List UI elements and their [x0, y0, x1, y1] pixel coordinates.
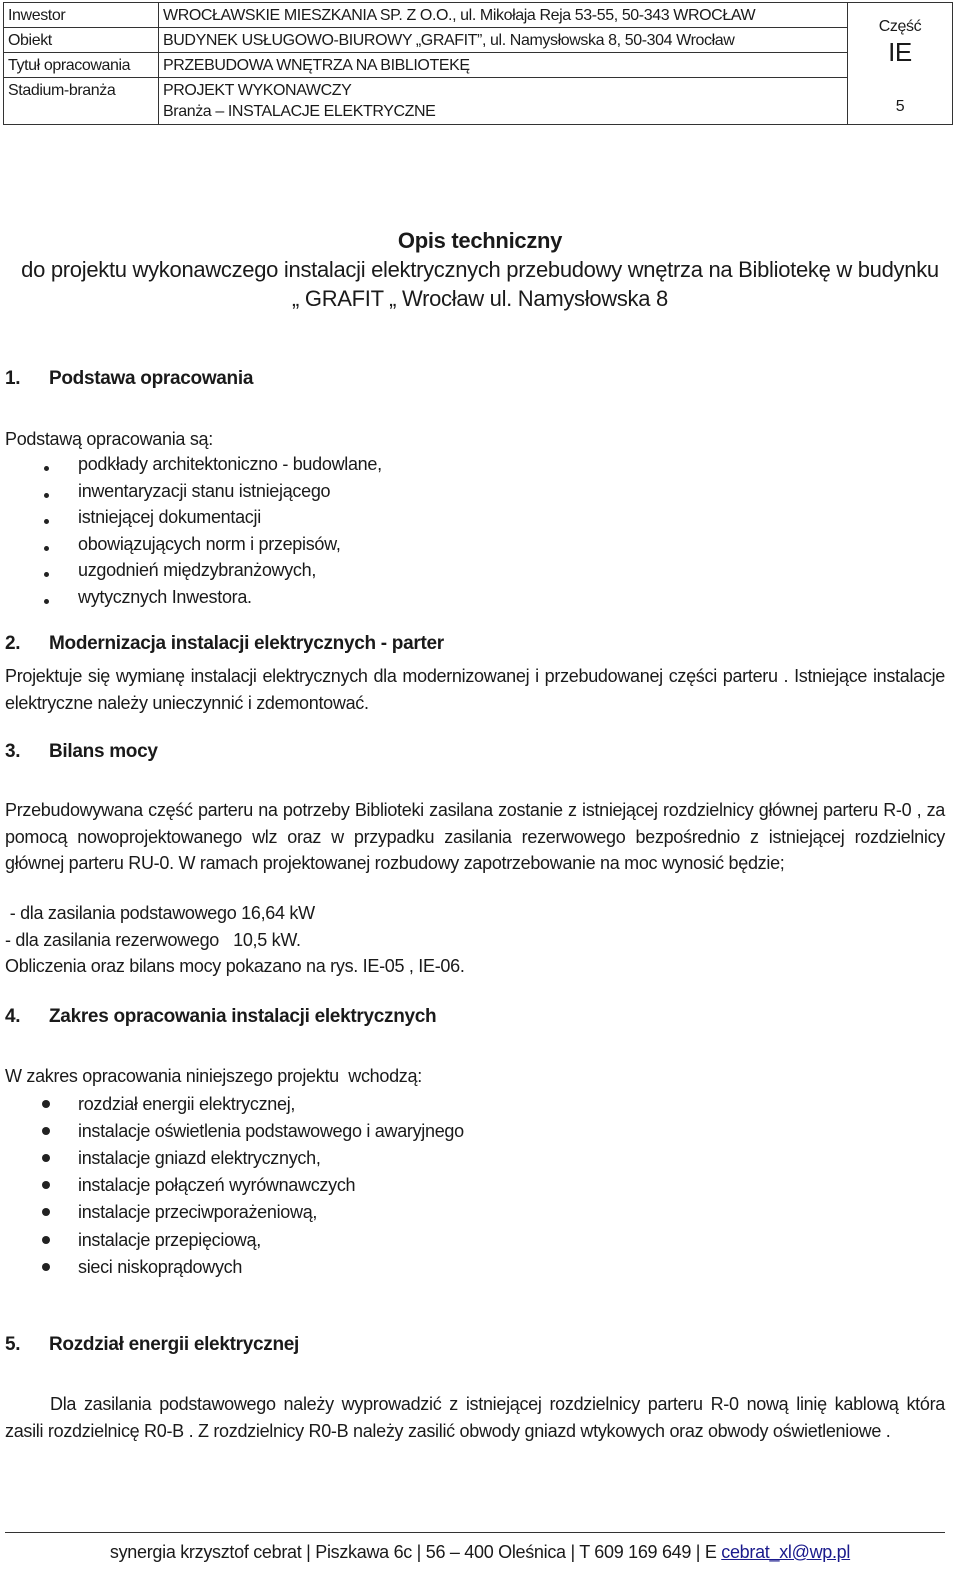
section-3-title: Bilans mocy — [49, 741, 158, 762]
header-value-stage — [159, 78, 848, 125]
bullet-icon — [44, 546, 49, 551]
bullet-icon — [44, 599, 49, 604]
bullet-icon — [42, 1236, 50, 1244]
section-4-heading — [5, 1006, 436, 1028]
part-code: IE — [888, 36, 912, 67]
bullet-icon — [42, 1100, 50, 1108]
bullet-icon — [44, 572, 49, 577]
section-1-title: Podstawa opracowania — [49, 368, 254, 389]
header-table — [3, 2, 953, 125]
bullet-icon — [42, 1127, 50, 1135]
bullet-icon — [42, 1181, 50, 1189]
section-5-heading — [5, 1334, 299, 1356]
section-3-text: Przebudowywana część parteru na potrzeby Biblioteki zasilana zostanie z istniejącej rozdzielnicy głównej parteru R-0 , za pomocą nowoprojektowanego wlz oraz w przypadku zasilania rezerwowego bezpośrednio z istniejącej rozdzielnicy głównej parteru RU-0. W ramach projektowanej rozbudowy zapotrzebowanie na moc wynosić będzie; — [5, 800, 945, 873]
section-3-line-backup: - dla zasilania rezerwowego 10,5 kW. — [5, 930, 301, 950]
footer-text: synergia krzysztof cebrat | Piszkawa 6c | 56 – 400 Oleśnica | T 609 169 649 | E — [109, 1542, 722, 1562]
section-1-intro: Podstawą opracowania są: — [5, 429, 213, 449]
section-2-number: 2. — [5, 633, 21, 654]
list-item: instalacje połączeń wyrównawczych — [78, 1175, 356, 1195]
section-2-heading — [5, 633, 444, 655]
list-item: wytycznych Inwestora. — [78, 587, 252, 607]
list-item: rozdział energii elektrycznej, — [78, 1094, 296, 1114]
header-value-stage-line1: PROJEKT WYKONAWCZY — [163, 82, 352, 99]
section-4-title: Zakres opracowania instalacji elektrycznych — [49, 1006, 437, 1027]
section-3-number: 3. — [5, 741, 21, 762]
bullet-icon — [42, 1263, 50, 1271]
part-number: 5 — [895, 97, 905, 115]
header-label-stage: Stadium-branża — [4, 78, 159, 125]
header-label-object: Obiekt — [4, 28, 159, 53]
section-5-text: Dla zasilania podstawowego należy wyprowadzić z istniejącej rozdzielnicy parteru R-0 nową linię kablową która zasili rozdzielnicę R0-B . Z rozdzielnicy R0-B należy zasilić obwody gniazd wtykowych oraz obwody oświetleniowe . — [5, 1394, 945, 1441]
header-value-object: BUDYNEK USŁUGOWO-BIUROWY „GRAFIT”, ul. Namysłowska 8, 50-304 Wrocław — [159, 28, 848, 53]
section-4-intro: W zakres opracowania niniejszego projektu wchodzą: — [5, 1066, 422, 1086]
footer-divider — [5, 1532, 945, 1533]
list-item: sieci niskoprądowych — [78, 1257, 243, 1277]
section-1-number: 1. — [5, 368, 21, 389]
header-value-title: PRZEBUDOWA WNĘTRZA NA BIBLIOTEKĘ — [159, 53, 848, 78]
footer-email-link[interactable]: cebrat_xl@wp.pl — [721, 1542, 851, 1562]
section-2-text: Projektuje się wymianę instalacji elektrycznych dla modernizowanej i przebudowanej części parteru . Istniejące instalacje elektryczne należy unieczynnić i zdemontować. — [5, 666, 945, 713]
bullet-icon — [44, 519, 49, 524]
bullet-icon — [44, 466, 49, 471]
list-item: instalacje przeciwporażeniową, — [78, 1202, 318, 1222]
list-item: instalacje przepięciową, — [78, 1230, 261, 1250]
section-3-line-primary: - dla zasilania podstawowego 16,64 kW — [5, 903, 315, 923]
header-value-stage-line2: Branża – INSTALACJE ELEKTRYCZNE — [163, 103, 436, 120]
bullet-icon — [42, 1154, 50, 1162]
section-3-heading — [5, 741, 158, 763]
list-item: instalacje oświetlenia podstawowego i awaryjnego — [78, 1121, 464, 1141]
section-3-line-calc: Obliczenia oraz bilans mocy pokazano na rys. IE-05 , IE-06. — [5, 956, 465, 976]
list-item: podkłady architektoniczno - budowlane, — [78, 454, 382, 474]
doc-title: Opis techniczny — [397, 228, 563, 253]
bullet-icon — [42, 1208, 50, 1216]
list-item: uzgodnień międzybranżowych, — [78, 560, 317, 580]
part-cell — [848, 3, 953, 125]
list-item: inwentaryzacji stanu istniejącego — [78, 481, 331, 501]
list-item: istniejącej dokumentacji — [78, 507, 261, 527]
header-label-investor: Inwestor — [4, 3, 159, 28]
list-item: obowiązujących norm i przepisów, — [78, 534, 341, 554]
section-4-number: 4. — [5, 1006, 21, 1027]
doc-subtitle: do projektu wykonawczego instalacji elektrycznych przebudowy wnętrza na Bibliotekę w budynku — [21, 257, 939, 282]
doc-subtitle-location: „ GRAFIT „ Wrocław ul. Namysłowska 8 — [292, 286, 668, 311]
footer — [0, 1542, 960, 1563]
header-value-investor: WROCŁAWSKIE MIESZKANIA SP. Z O.O., ul. Mikołaja Reja 53-55, 50-343 WROCŁAW — [159, 3, 848, 28]
section-5-title: Rozdział energii elektrycznej — [49, 1334, 299, 1355]
section-2-title: Modernizacja instalacji elektrycznych - parter — [49, 633, 444, 654]
header-label-title: Tytuł opracowania — [4, 53, 159, 78]
bullet-icon — [44, 493, 49, 498]
list-item: instalacje gniazd elektrycznych, — [78, 1148, 321, 1168]
section-1-heading — [5, 368, 253, 390]
part-label: Część — [878, 17, 922, 35]
section-5-number: 5. — [5, 1334, 21, 1355]
